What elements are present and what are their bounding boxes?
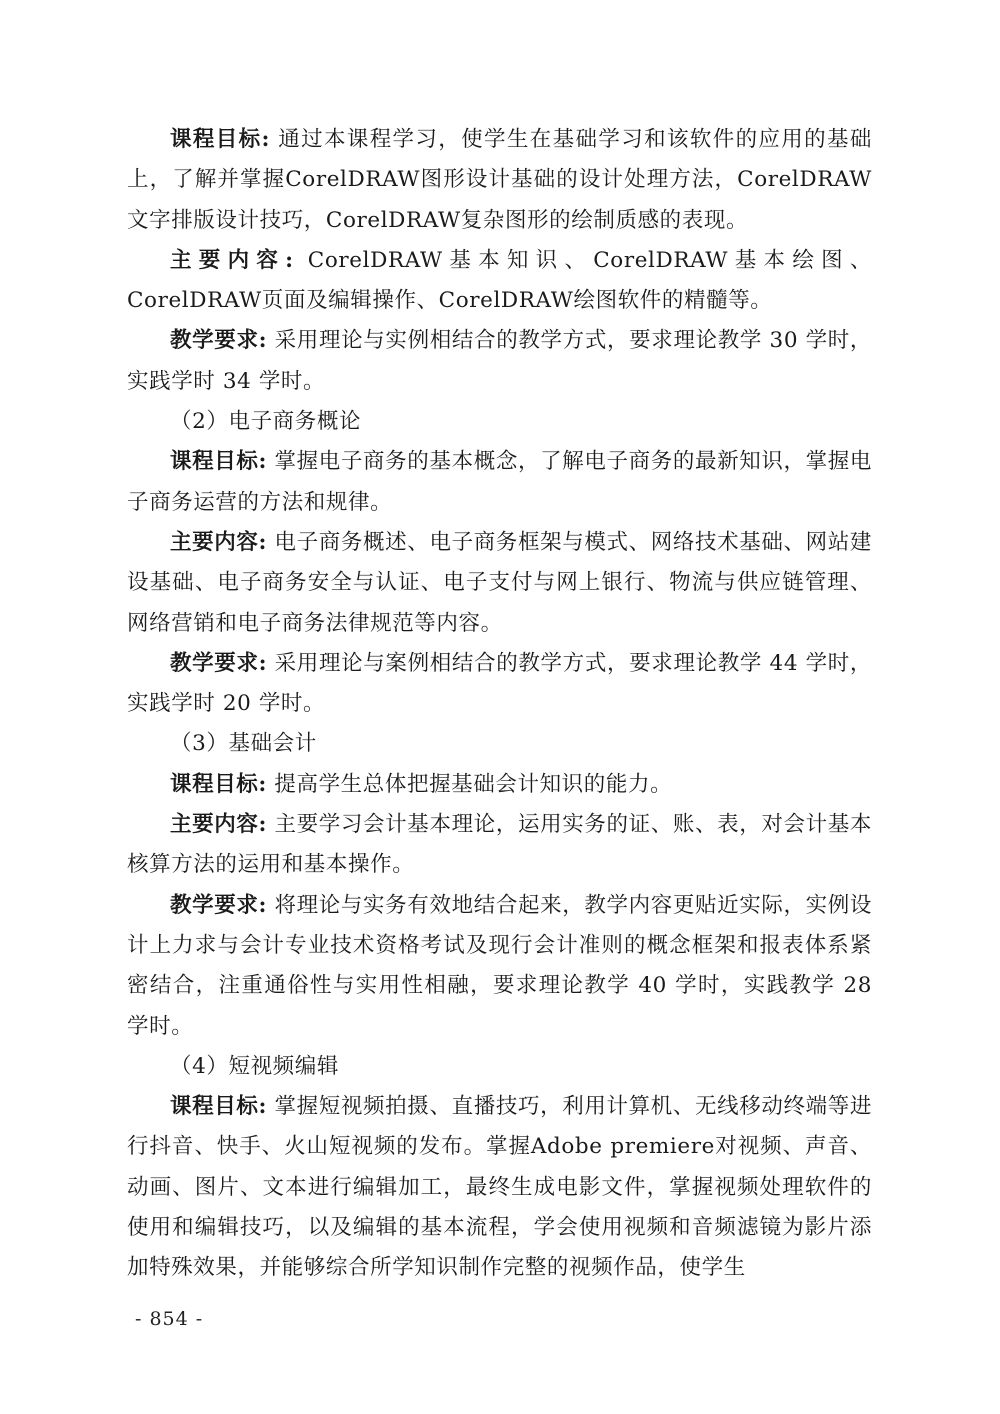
section-heading: （3）基础会计 [170, 731, 317, 757]
paragraph-label: 主要内容: [170, 247, 294, 273]
paragraph-label: 主要内容: [170, 529, 268, 555]
paragraph [127, 644, 872, 725]
paragraph-label: 主要内容: [170, 812, 268, 838]
document-body [127, 120, 872, 1289]
paragraph-text: CorelDRAW基本知识、CorelDRAW基本绘图、CorelDRAW页面及编辑操作、CorelDRAW绘图软件的精髓等。 [127, 247, 872, 314]
paragraph-text: 电子商务概述、电子商务框架与模式、网络技术基础、网站建设基础、电子商务安全与认证、电子支付与网上银行、物流与供应链管理、网络营销和电子商务法律规范等内容。 [127, 529, 873, 636]
paragraph [127, 120, 872, 241]
paragraph [127, 442, 872, 523]
paragraph [127, 886, 872, 1047]
paragraph-text: 将理论与实务有效地结合起来，教学内容更贴近实际，实例设计上力求与会计专业技术资格考试及现行会计准则的概念框架和报表体系紧密结合，注重通俗性与实用性相融，要求理论教学 40 学时，实践教学 28 学时。 [127, 892, 873, 1039]
section-heading: （2）电子商务概论 [170, 409, 362, 435]
paragraph-label: 课程目标: [170, 449, 268, 475]
paragraph [127, 241, 872, 322]
paragraph-label: 教学要求: [170, 892, 268, 918]
paragraph [127, 523, 872, 644]
paragraph-label: 教学要求: [170, 328, 268, 354]
paragraph [127, 765, 872, 805]
section-heading: （4）短视频编辑 [170, 1053, 339, 1079]
paragraph-text: 掌握电子商务的基本概念，了解电子商务的最新知识，掌握电子商务运营的方法和规律。 [127, 449, 873, 515]
paragraph-text: 通过本课程学习，使学生在基础学习和该软件的应用的基础上，了解并掌握CorelDRAW图形设计基础的设计处理方法，CorelDRAW文字排版设计技巧，CorelDRAW复杂图形的绘制质感的表现。 [127, 127, 873, 233]
paragraph-label: 教学要求: [170, 650, 268, 676]
paragraph-text: 掌握短视频拍摄、直播技巧，利用计算机、无线移动终端等进行抖音、快手、火山短视频的发布。掌握Adobe premiere对视频、声音、动画、图片、文本进行编辑加工，最终生成电影文件，掌握视频处理软件的使用和编辑技巧，以及编辑的基本流程，学会使用视频和音频滤镜为影片添加特殊效果，并能够综合所学知识制作完整的视频作品，使学生 [127, 1094, 873, 1281]
paragraph [127, 321, 872, 402]
paragraph-text: 主要学习会计基本理论，运用实务的证、账、表，对会计基本核算方法的运用和基本操作。 [127, 812, 873, 878]
page-number: - 854 - [135, 1308, 204, 1330]
paragraph [127, 805, 872, 886]
paragraph-label: 课程目标: [170, 771, 267, 797]
paragraph-label: 课程目标: [170, 1094, 268, 1120]
paragraph-text: 采用理论与案例相结合的教学方式，要求理论教学 44 学时，实践学时 20 学时。 [127, 650, 873, 717]
paragraph-label: 课程目标: [170, 127, 271, 152]
paragraph [127, 1087, 872, 1288]
paragraph-text: 提高学生总体把握基础会计知识的能力。 [274, 771, 673, 797]
paragraph-text: 采用理论与实例相结合的教学方式，要求理论教学 30 学时，实践学时 34 学时。 [127, 328, 873, 394]
